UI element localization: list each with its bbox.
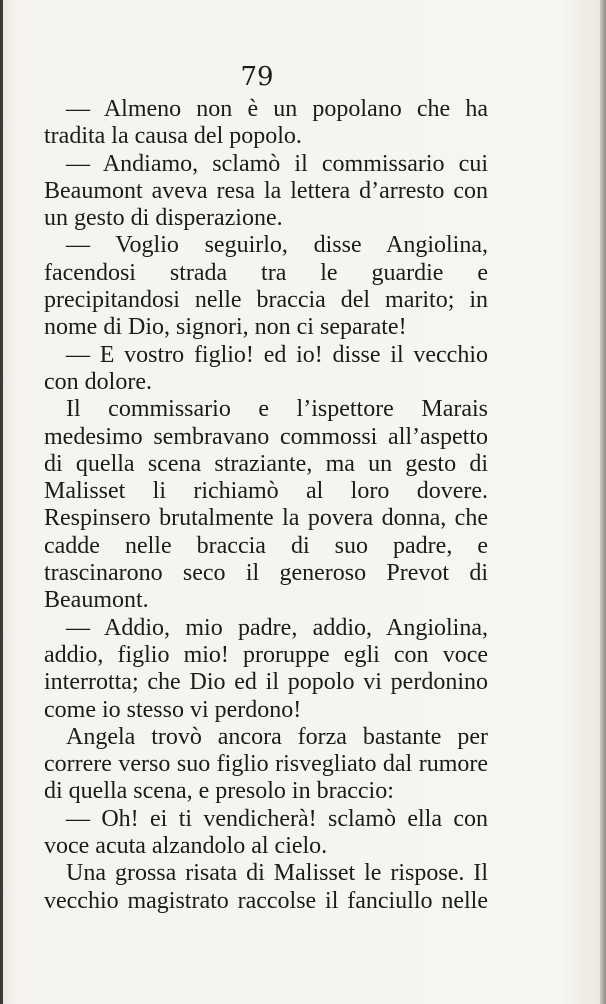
paragraph: — Andiamo, sclamò il commissario cui Beaumont aveva resa la lettera d’arresto con un gesto di disperazione. <box>44 150 488 232</box>
paragraph: — Addio, mio padre, addio, Angiolina, addio, figlio mio! proruppe egli con voce interrotta; che Dio ed il popolo vi perdonino come io stesso vi perdono! <box>44 614 488 723</box>
body-text <box>44 96 488 915</box>
page-number: 79 <box>240 62 274 92</box>
page-right-edge <box>600 0 606 1004</box>
paragraph: Angela trovò ancora forza bastante per correre verso suo figlio risvegliato dal rumore di quella scena, e presolo in braccio: <box>44 723 488 805</box>
paragraph: Il commissario e l’ispettore Marais medesimo sembravano commossi all’aspetto di quella scena straziante, ma un gesto di Malisset li richiamò al loro dovere. Respinsero brutalmente la povera donna, che cadde nelle braccia di suo padre, e trascinarono seco il generoso Prevot di Beaumont. <box>44 396 488 614</box>
paragraph: Una grossa risata di Malisset le rispose. Il vecchio magistrato raccolse il fanciullo nelle <box>44 860 488 914</box>
paragraph: — Voglio seguirlo, disse Angiolina, facendosi strada tra le guardie e precipitandosi nelle braccia del marito; in nome di Dio, signori, non ci separate! <box>44 232 488 341</box>
page-left-edge <box>0 0 3 1004</box>
paragraph: — Oh! ei ti vendicherà! sclamò ella con voce acuta alzandolo al cielo. <box>44 805 488 860</box>
paragraph: — E vostro figlio! ed io! disse il vecchio con dolore. <box>44 341 488 395</box>
paragraph: — Almeno non è un popolano che ha tradita la causa del popolo. <box>44 96 488 150</box>
